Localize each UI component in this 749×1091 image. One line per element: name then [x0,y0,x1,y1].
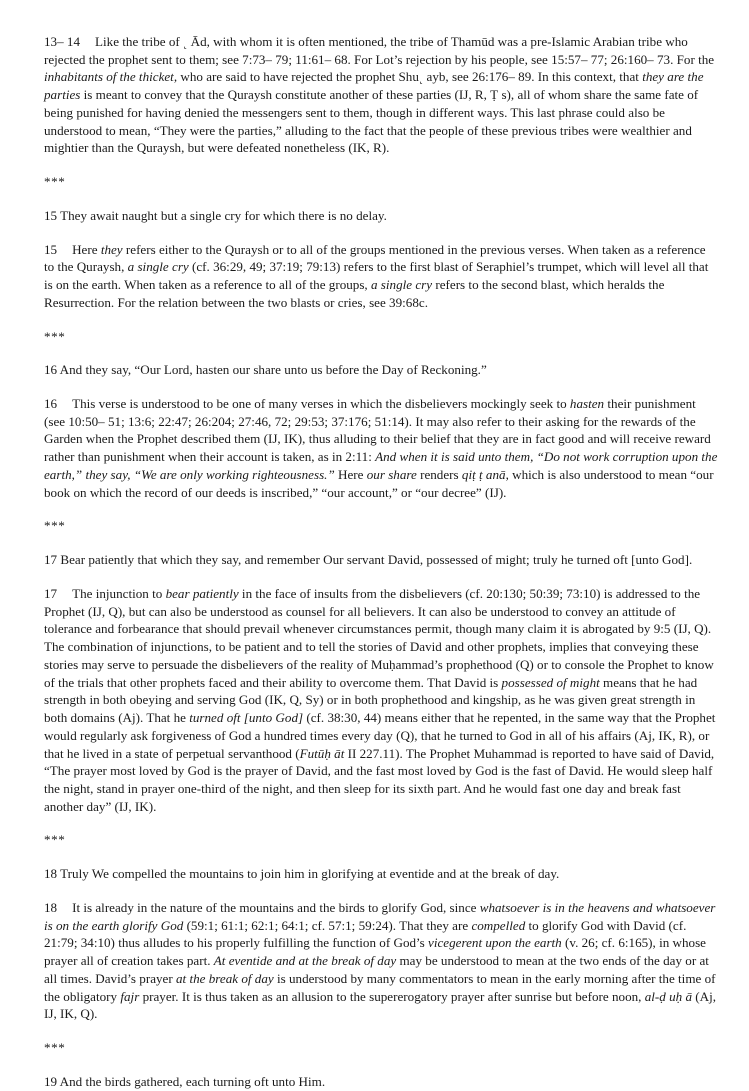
commentary-paragraph [44,33,718,157]
body-text: in the face of insults from the disbelievers (cf. 20:130; 50:39; 73:10) is addressed to the Prophet (IJ, Q), but can also be understood as counsel for all believers. It can also be understood to convey an attitude of tolerance and forbearance that should prevail whenever circumstances permit, though many claim it is abrogated by 9:5 (IJ, Q). The combination of injunctions, to be patient and to tell the stories of David and other prophets, implies that conveying these stories may serve to persuade the disbelievers of the reality of Muḥammad’s prophethood (Q) or to console the Prophet to know of the trials that other prophets faced and their ability to overcome them. That David is [44,585,714,690]
section-divider: *** [44,174,66,190]
body-text: Here [334,466,367,482]
body-text: This verse is understood to be one of many verses in which the disbelievers mockingly seek to [72,396,570,412]
verse-number: 17 [44,585,58,601]
emphasis-text: At eventide and at the break of day [213,953,397,969]
emphasis-text: whatsoever is in the heavens and whatsoever is on the earth glorify God [44,899,716,933]
body-text: is meant to convey that the Quraysh constitute another of these parties (IJ, R, Ṭ s), all of whom share the same fate of being punished for having denied the messengers sent to them, though in different ways. This last phrase could also be understood to mean, “They were the parties,” alluding to the fact that the people of these previous tribes were wealthier and mightier than the Quraysh, but were defeated nonetheless (IK, R). [44,87,699,156]
emphasis-text: bear patiently [165,585,239,601]
section-divider: *** [44,328,66,344]
scripture-verse [44,1073,718,1091]
verse-number: 18 [44,899,58,915]
emphasis-text: Futūḥ āt [299,745,345,761]
verse-number: 15 [44,241,58,257]
scripture-verse [44,551,718,569]
body-text: 19 And the birds gathered, each turning oft unto Him. [44,1073,326,1089]
page-content [44,33,718,1091]
body-text: It is already in the nature of the mountains and the birds to glorify God, since [72,899,480,915]
body-text: their punishment (see 10:50– 51; 13:6; 22:47; 26:204; 27:46, 72; 29:53; 37:176; 51:14). It may also refer to their asking for the rewards of the Garden when the Prophet described them (IJ, IK), thus alluding to their belief that they are in fact good and will receive reward rather than punishment when their account is taken, as in 2:11: [44,396,711,465]
body-text: II 227.11). The Prophet Muhammad is reported to have said of David, “The prayer most loved by God is the prayer of David, and the fast most loved by God is the fast of David. He would sleep half the night, stand in prayer one-third of the night, and then sleep for its sixth part. And he would fast one day and break fast another day” (IJ, IK). [44,745,715,814]
emphasis-text: hasten [569,396,605,412]
commentary-paragraph [44,395,718,501]
emphasis-text: turned oft [unto God] [189,710,304,726]
body-text: (v. 26; cf. 6:165), in whose prayer all of creation takes part. [44,935,706,969]
emphasis-text: inhabitants of the thicket, [44,69,178,85]
body-text: refers to the second blast, which heralds the Resurrection. For the relation between the two blasts or cries, see 39:68c. [44,277,665,310]
scripture-verse [44,207,718,225]
verse-number: 16 [44,396,58,412]
body-text: Like the tribe of ˻ Ād, with whom it is often mentioned, the tribe of Thamūd was a pre-Islamic Arabian tribe who rejected the prophet sent to them; see 7:73– 79; 11:61– 68. For Lot’s rejection by his people, see 15:57– 77; 26:160– 73. For the [44,34,715,67]
body-text: may be understood to mean at the two ends of the day or at all times. David’s prayer [44,953,709,986]
body-text: renders [416,466,462,482]
body-text: (59:1; 61:1; 62:1; 64:1; cf. 57:1; 59:24). That they are [183,917,472,933]
emphasis-text: at the break of day [176,970,274,986]
commentary-paragraph [44,585,718,816]
section-divider: *** [44,1040,66,1056]
emphasis-text: qiṭ ṭ anā [461,466,506,482]
body-text: 16 And they say, “Our Lord, hasten our share unto us before the Day of Reckoning.” [44,362,487,378]
commentary-paragraph [44,241,718,312]
scripture-verse [44,865,718,883]
body-text: 18 Truly We compelled the mountains to join him in glorifying at eventide and at the break of day. [44,866,560,882]
body-text: Here [72,241,101,257]
emphasis-text: al-ḍ uḥ ā [644,988,692,1004]
body-text: (cf. 36:29, 49; 37:19; 79:13) refers to the first blast of Seraphiel’s trumpet, which will level all that is on the earth. When taken as a reference to all of the groups, [44,259,709,293]
body-text: who are said to have rejected the prophet Shu˻ ayb, see 26:176– 89. In this context, that [177,69,643,85]
body-text: , which is also understood to mean “our book on which the record of our deeds is inscribed,” “our account,” or “our decree” (IJ). [44,466,714,500]
emphasis-text: vicegerent upon the earth [428,935,562,951]
body-text: refers either to the Quraysh or to all of the groups mentioned in the previous verses. When taken as a reference to the Quraysh, [44,241,706,275]
body-text: 17 Bear patiently that which they say, and remember Our servant David, possessed of might; truly he turned oft [unto God]. [44,552,693,568]
emphasis-text: a single cry [127,259,189,275]
commentary-paragraph [44,899,718,1023]
emphasis-text: fajr [120,988,140,1004]
emphasis-text: And when it is said unto them, “Do not work corruption upon the earth,” they say, “We are only working righteousness.” [44,449,718,482]
body-text: is understood by many commentators to mean in the early morning after the time of the obligatory [44,970,716,1004]
body-text: means that he had strength in both obeying and serving God (IK, Q, Sy) or in both prophethood and kingship, as he was given great strength in both domains (Aj). That he [44,674,698,726]
body-text: to glorify God with David (cf. 21:79; 34:10) thus alludes to his properly fulfilling the function of God’s [44,917,687,951]
emphasis-text: they [100,241,123,257]
body-text: 15 They await naught but a single cry for which there is no delay. [44,207,387,223]
body-text: The injunction to [72,585,166,601]
emphasis-text: compelled [471,917,526,933]
body-text: (Aj, IJ, IK, Q). [44,988,717,1022]
verse-number: 13– 14 [44,34,81,49]
scripture-verse [44,361,718,379]
section-divider: *** [44,518,66,534]
section-divider: *** [44,832,66,848]
emphasis-text: a single cry [370,277,433,293]
emphasis-text: they are the parties [44,69,704,103]
body-text: prayer. It is thus taken as an allusion to the supererogatory prayer after sunrise but before noon, [139,988,645,1004]
emphasis-text: possessed of might [501,674,600,690]
emphasis-text: our share [366,466,417,482]
body-text: (cf. 38:30, 44) means either that he repented, in the same way that the Prophet would regularly ask forgiveness of God a hundred times every day (Q), that he turned to God in all of his affairs (Aj, IK, R), or that he lived in a state of perpetual servanthood ( [44,710,716,761]
